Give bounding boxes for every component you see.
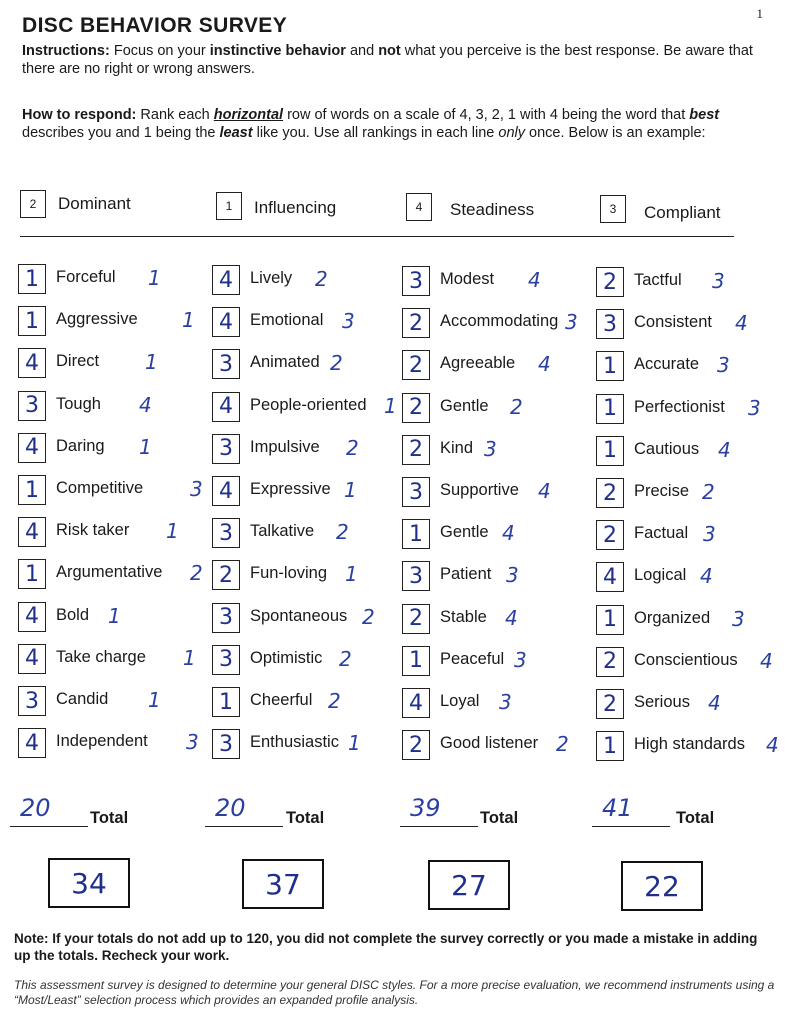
trait-word: Consistent [634,313,712,332]
rank-box[interactable]: 1 [18,306,46,336]
handwritten-mark: 2 [328,689,341,713]
trait-word: Factual [634,524,689,543]
ranking-cell [596,731,786,761]
ranking-cell [212,265,402,295]
rank-box[interactable]: 3 [212,645,240,675]
handwritten-mark: 4 [766,733,779,758]
rank-box[interactable]: 4 [18,644,46,674]
handwritten-mark: 1 [148,688,161,712]
rank-box[interactable]: 3 [402,266,430,296]
trait-word: Independent [56,732,148,751]
ranking-cell [402,646,592,676]
ranking-cell [212,645,402,675]
total-label: Total [676,809,715,827]
trait-word: Conscientious [634,650,738,669]
trait-word: Stable [440,607,487,626]
rank-box[interactable]: 4 [402,688,430,718]
handwritten-mark: 4 [718,437,731,462]
rank-box[interactable]: 3 [596,309,624,339]
rank-box[interactable]: 4 [212,392,240,422]
rank-box[interactable]: 1 [596,731,624,761]
handwritten-mark: 3 [190,477,203,501]
page-title: DISC BEHAVIOR SURVEY [22,14,288,37]
trait-word: Argumentative [56,563,163,582]
how-to-text: once. Below is an example: [525,125,706,141]
trait-word: Tactful [634,271,682,289]
trait-word: Direct [56,352,100,371]
how-to-text: like you. Use all rankings in each line [252,125,499,141]
ranking-cell [402,688,592,718]
trait-word: Kind [440,438,474,457]
trait-word: Good listener [440,734,539,753]
handwritten-mark: 3 [748,395,761,420]
ranking-cell [596,478,786,508]
rank-box[interactable]: 2 [596,478,624,508]
final-score-box: 22 [621,861,703,911]
rank-box[interactable]: 3 [18,686,46,716]
trait-word: Fun-loving [250,564,328,583]
how-to-text: row of words on a scale of 4, 3, 2, 1 with 4 being the word that [283,107,690,123]
trait-word: Cheerful [250,691,313,709]
trait-word: Optimistic [250,648,323,667]
example-word: Influencing [254,198,337,217]
ranking-cell [402,519,592,549]
how-to-emphasis: only [498,125,525,141]
handwritten-mark: 1 [108,603,121,628]
trait-word: High standards [634,735,745,754]
handwritten-mark: 3 [186,730,199,755]
ranking-cell [402,604,592,634]
ranking-cell [596,562,786,592]
example-rank-box: 4 [406,193,432,221]
rank-box[interactable]: 2 [596,689,624,719]
rank-box[interactable]: 3 [212,603,240,633]
ranking-cell [212,560,402,590]
rank-box[interactable]: 2 [596,267,624,297]
handwritten-mark: 3 [717,353,730,378]
ranking-cell [18,686,208,716]
rank-box[interactable]: 3 [402,477,430,507]
ranking-cell [18,475,208,505]
trait-word: People-oriented [250,395,367,414]
rank-box[interactable]: 2 [596,647,624,677]
ranking-cell [18,644,208,674]
rank-box[interactable]: 4 [18,348,46,378]
handwritten-mark: 1 [348,731,361,756]
ranking-cell [18,602,208,632]
handwritten-mark: 2 [190,561,203,586]
rank-box[interactable]: 1 [596,351,624,381]
handwritten-mark: 1 [384,393,397,418]
handwritten-mark: 4 [528,268,541,292]
ranking-cell [596,647,786,677]
rank-box[interactable]: 1 [596,605,624,635]
trait-word: Spontaneous [250,606,348,625]
handwritten-mark: 2 [315,267,328,291]
trait-word: Enthusiastic [250,733,339,752]
instructions-emphasis: not [378,43,401,59]
rank-box[interactable]: 4 [18,602,46,632]
ranking-cell [18,264,208,294]
ranking-cell [18,306,208,336]
trait-word: Patient [440,565,492,584]
trait-word: Perfectionist [634,397,725,416]
handwritten-mark: 3 [514,647,527,672]
trait-word: Lively [250,269,293,287]
handwritten-mark: 2 [330,351,343,376]
ranking-cell [212,392,402,422]
rank-box[interactable]: 2 [402,350,430,380]
ranking-cell [18,391,208,421]
handwritten-mark: 3 [484,436,497,461]
handwritten-mark: 3 [499,690,512,714]
trait-word: Gentle [440,523,489,542]
rank-box[interactable]: 1 [18,559,46,589]
rank-box[interactable]: 3 [212,729,240,759]
rank-box[interactable]: 2 [402,604,430,634]
trait-word: Accommodating [440,312,559,331]
ranking-cell [402,266,592,296]
handwritten-mark: 4 [505,605,518,630]
example-rank-box: 1 [216,192,242,220]
instructions-text: what you perceive is the best response. Be aware that there are no right or wrong answers. [22,43,753,77]
handwritten-mark: 1 [166,519,179,544]
trait-word: Accurate [634,355,700,374]
handwritten-total: 39 [410,794,441,822]
instructions-text: Focus on your [109,43,210,59]
how-to-text: Rank each [136,107,214,123]
handwritten-mark: 2 [362,604,375,629]
how-to-emphasis: least [219,125,253,141]
rank-box[interactable]: 1 [212,687,240,717]
ranking-cell [402,435,592,465]
rank-box[interactable]: 1 [402,519,430,549]
trait-word: Peaceful [440,649,505,668]
total-label: Total [480,809,519,827]
total-label: Total [90,809,129,827]
ranking-cell [596,309,786,339]
trait-word: Gentle [440,396,489,415]
instructions-text: and [345,43,379,59]
rank-box[interactable]: 4 [18,728,46,758]
ranking-cell [596,351,786,381]
rank-box[interactable]: 3 [212,349,240,379]
trait-word: Aggressive [56,310,138,329]
rank-box[interactable]: 3 [402,561,430,591]
ranking-cell [212,476,402,506]
trait-word: Emotional [250,311,324,330]
divider [20,236,734,237]
handwritten-mark: 2 [702,480,715,504]
trait-word: Loyal [440,692,480,710]
rank-box[interactable]: 3 [212,434,240,464]
rank-box[interactable]: 2 [402,435,430,465]
handwritten-mark: 2 [556,732,569,757]
rank-box[interactable]: 1 [596,436,624,466]
handwritten-mark: 2 [336,520,349,545]
handwritten-mark: 2 [339,646,352,671]
total-line [400,826,478,827]
rank-box[interactable]: 4 [212,265,240,295]
trait-word: Expressive [250,480,331,498]
rank-box[interactable]: 3 [212,518,240,548]
ranking-cell [596,605,786,635]
ranking-cell [596,394,786,424]
handwritten-total: 20 [20,794,51,822]
rank-box[interactable]: 1 [18,264,46,294]
final-score-box: 34 [48,858,130,908]
handwritten-mark: 4 [735,311,748,336]
example-word: Dominant [58,194,131,213]
ranking-cell [212,603,402,633]
trait-word: Agreeable [440,354,516,373]
how-to-text: describes you and 1 being the [22,125,220,141]
total-line [10,826,88,827]
handwritten-total: 41 [602,794,633,822]
trait-word: Cautious [634,439,700,458]
ranking-cell [18,517,208,547]
how-to-label: How to respond: [22,107,137,123]
total-line [205,826,283,827]
instructions-emphasis: instinctive behavior [209,43,346,59]
total-line [592,826,670,827]
rank-box[interactable]: 2 [596,520,624,550]
trait-word: Candid [56,690,109,708]
handwritten-total: 20 [215,794,246,822]
ranking-cell [212,434,402,464]
rank-box[interactable]: 1 [402,646,430,676]
handwritten-mark: 3 [712,269,725,293]
trait-word: Forceful [56,268,116,286]
handwritten-mark: 4 [139,392,152,417]
ranking-cell [18,728,208,758]
ranking-cell [18,348,208,378]
trait-word: Animated [250,353,320,372]
rank-box[interactable]: 1 [18,475,46,505]
ranking-cell [212,307,402,337]
handwritten-mark: 3 [732,606,745,631]
trait-word: Supportive [440,481,519,499]
final-score-box: 27 [428,860,510,910]
ranking-cell [402,393,592,423]
handwritten-mark: 3 [565,310,578,335]
handwritten-mark: 1 [344,478,357,502]
ranking-cell [212,349,402,379]
trait-word: Impulsive [250,437,320,456]
ranking-cell [402,561,592,591]
trait-word: Serious [634,693,690,711]
ranking-cell [18,559,208,589]
ranking-cell [402,308,592,338]
trait-word: Talkative [250,522,315,541]
handwritten-mark: 1 [139,434,152,459]
ranking-cell [402,350,592,380]
trait-word: Competitive [56,479,144,497]
handwritten-mark: 4 [538,352,551,377]
trait-word: Daring [56,436,105,455]
rank-box[interactable]: 2 [402,308,430,338]
ranking-cell [596,436,786,466]
rank-box[interactable]: 4 [596,562,624,592]
rank-box[interactable]: 3 [18,391,46,421]
handwritten-mark: 1 [145,350,158,375]
handwritten-mark: 2 [510,394,523,419]
trait-word: Bold [56,605,90,624]
ranking-cell [402,730,592,760]
handwritten-mark: 1 [182,308,195,333]
ranking-cell [596,267,786,297]
instructions-paragraph [22,42,772,78]
trait-word: Precise [634,482,690,500]
example-word: Compliant [644,203,721,222]
final-score-box: 37 [242,859,324,909]
rank-box[interactable]: 4 [18,517,46,547]
rank-box[interactable]: 2 [212,560,240,590]
trait-word: Logical [634,566,687,585]
ranking-cell [212,687,402,717]
how-to-emphasis: horizontal [213,107,284,123]
handwritten-mark: 3 [703,522,716,547]
footer-disclaimer: This assessment survey is designed to determine your general DISC styles. For a more precise evaluation, we recommend instruments using a “Most/Least” selection process which provides an expanded profile analysis. [14,978,775,1007]
rank-box[interactable]: 1 [596,394,624,424]
handwritten-mark: 4 [708,691,721,715]
trait-word: Tough [56,394,101,413]
ranking-cell [596,520,786,550]
example-rank-box: 2 [20,190,46,218]
trait-word: Modest [440,270,495,288]
note-text: Note: If your totals do not add up to 120, you did not complete the survey correctly or you made a mistake in adding up the totals. Recheck your work. [14,931,758,963]
handwritten-mark: 2 [346,435,359,460]
ranking-cell [596,689,786,719]
rank-box[interactable]: 4 [212,307,240,337]
handwritten-mark: 4 [502,521,515,546]
handwritten-mark: 4 [700,564,713,589]
handwritten-mark: 4 [538,479,551,503]
trait-word: Organized [634,608,711,627]
handwritten-mark: 1 [183,645,196,670]
instructions-label: Instructions: [22,43,110,59]
handwritten-mark: 4 [760,648,773,673]
rank-box[interactable]: 4 [18,433,46,463]
ranking-cell [212,518,402,548]
rank-box[interactable]: 2 [402,393,430,423]
ranking-cell [18,433,208,463]
total-label: Total [286,809,325,827]
handwritten-mark: 1 [345,562,358,587]
rank-box[interactable]: 2 [402,730,430,760]
handwritten-mark: 3 [342,309,355,334]
example-word: Steadiness [450,200,535,219]
rank-box[interactable]: 4 [212,476,240,506]
ranking-cell [402,477,592,507]
trait-word: Risk taker [56,521,130,540]
how-to-emphasis: best [689,107,720,123]
handwritten-mark: 1 [148,266,161,290]
example-rank-box: 3 [600,195,626,223]
trait-word: Take charge [56,647,146,666]
page-number: 1 [756,6,763,21]
handwritten-mark: 3 [506,563,519,588]
how-to-respond-paragraph [22,106,772,142]
ranking-cell [212,729,402,759]
